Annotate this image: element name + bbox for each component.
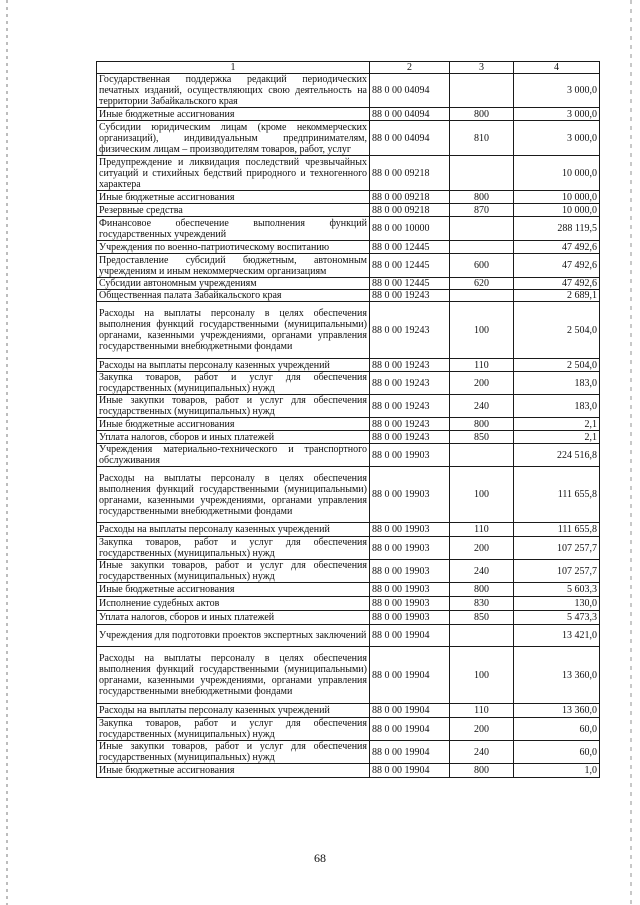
row-name: Предупреждение и ликвидация последствий чрезвычайных ситуаций и стихийных бедствий природного и техногенного характера	[97, 156, 370, 191]
row-vr	[450, 156, 514, 191]
header-col-1: 1	[97, 62, 370, 74]
table-row	[97, 372, 600, 395]
table-row	[97, 560, 600, 583]
row-code: 88 0 00 19243	[370, 418, 450, 431]
table-row	[97, 204, 600, 217]
table-row	[97, 431, 600, 444]
row-code: 88 0 00 19243	[370, 372, 450, 395]
table-row	[97, 191, 600, 204]
row-vr: 800	[450, 418, 514, 431]
row-name: Иные бюджетные ассигнования	[97, 191, 370, 204]
row-code: 88 0 00 19904	[370, 718, 450, 741]
table-row	[97, 156, 600, 191]
row-name: Иные закупки товаров, работ и услуг для обеспечения государственных (муниципальных) нужд	[97, 741, 370, 764]
row-vr: 110	[450, 359, 514, 372]
row-vr: 870	[450, 204, 514, 217]
row-code: 88 0 00 19243	[370, 302, 450, 359]
row-vr	[450, 625, 514, 647]
row-sum: 224 516,8	[514, 444, 600, 467]
row-sum: 47 492,6	[514, 241, 600, 254]
row-sum: 47 492,6	[514, 278, 600, 290]
row-code: 88 0 00 19243	[370, 431, 450, 444]
row-code: 88 0 00 12445	[370, 254, 450, 278]
row-vr: 600	[450, 254, 514, 278]
row-code: 88 0 00 19903	[370, 537, 450, 560]
row-sum: 3 000,0	[514, 121, 600, 156]
row-name: Субсидии юридическим лицам (кроме некоммерческих организаций), индивидуальным предпринимателям, физическим лицам – производителям товаров, работ, услуг	[97, 121, 370, 156]
row-name: Субсидии автономным учреждениям	[97, 278, 370, 290]
row-vr: 850	[450, 611, 514, 625]
row-code: 88 0 00 12445	[370, 278, 450, 290]
row-code: 88 0 00 09218	[370, 204, 450, 217]
table-row	[97, 741, 600, 764]
row-code: 88 0 00 19904	[370, 764, 450, 778]
row-name: Уплата налогов, сборов и иных платежей	[97, 611, 370, 625]
budget-table	[96, 61, 600, 778]
table-row	[97, 537, 600, 560]
row-code: 88 0 00 19243	[370, 395, 450, 418]
table-row	[97, 704, 600, 718]
row-sum: 13 421,0	[514, 625, 600, 647]
row-name: Резервные средства	[97, 204, 370, 217]
table-row	[97, 278, 600, 290]
page-number: 68	[314, 851, 326, 865]
table-row	[97, 241, 600, 254]
row-sum: 3 000,0	[514, 74, 600, 108]
row-code: 88 0 00 19904	[370, 625, 450, 647]
row-name: Расходы на выплаты персоналу в целях обеспечения выполнения функций государственными (муниципальными) органами, казенными учреждениями, органами управления государственными внебюджетными фондами	[97, 302, 370, 359]
row-name: Закупка товаров, работ и услуг для обеспечения государственных (муниципальных) нужд	[97, 537, 370, 560]
row-name: Иные закупки товаров, работ и услуг для обеспечения государственных (муниципальных) нужд	[97, 395, 370, 418]
row-code: 88 0 00 09218	[370, 156, 450, 191]
row-name: Расходы на выплаты персоналу в целях обеспечения выполнения функций государственными (муниципальными) органами, казенными учреждениями, органами управления государственными внебюджетными фондами	[97, 647, 370, 704]
row-name: Расходы на выплаты персоналу казенных учреждений	[97, 704, 370, 718]
row-sum: 2 504,0	[514, 359, 600, 372]
row-sum: 5 473,3	[514, 611, 600, 625]
row-code: 88 0 00 19904	[370, 704, 450, 718]
scan-edge-left	[6, 0, 8, 905]
row-vr	[450, 290, 514, 302]
row-name: Предоставление субсидий бюджетным, автономным учреждениям и иным некоммерческим организациям	[97, 254, 370, 278]
row-code: 88 0 00 19904	[370, 741, 450, 764]
row-code: 88 0 00 19903	[370, 583, 450, 597]
row-code: 88 0 00 10000	[370, 217, 450, 241]
row-sum: 2 689,1	[514, 290, 600, 302]
row-name: Иные бюджетные ассигнования	[97, 108, 370, 121]
table-row	[97, 302, 600, 359]
table-row	[97, 597, 600, 611]
row-vr: 110	[450, 704, 514, 718]
row-sum: 13 360,0	[514, 647, 600, 704]
row-sum: 111 655,8	[514, 467, 600, 523]
row-code: 88 0 00 19903	[370, 560, 450, 583]
row-name: Расходы на выплаты персоналу казенных учреждений	[97, 359, 370, 372]
row-name: Уплата налогов, сборов и иных платежей	[97, 431, 370, 444]
row-code: 88 0 00 19903	[370, 611, 450, 625]
table-row	[97, 583, 600, 597]
row-name: Иные бюджетные ассигнования	[97, 418, 370, 431]
row-name: Закупка товаров, работ и услуг для обеспечения государственных (муниципальных) нужд	[97, 718, 370, 741]
row-vr: 200	[450, 718, 514, 741]
row-vr: 800	[450, 583, 514, 597]
table-row	[97, 290, 600, 302]
row-name: Учреждения для подготовки проектов экспертных заключений	[97, 625, 370, 647]
table-row	[97, 418, 600, 431]
row-sum: 1,0	[514, 764, 600, 778]
table-row	[97, 121, 600, 156]
row-vr	[450, 217, 514, 241]
row-vr: 800	[450, 764, 514, 778]
table-row	[97, 647, 600, 704]
row-code: 88 0 00 19903	[370, 523, 450, 537]
row-sum: 47 492,6	[514, 254, 600, 278]
row-name: Иные закупки товаров, работ и услуг для обеспечения государственных (муниципальных) нужд	[97, 560, 370, 583]
header-col-4: 4	[514, 62, 600, 74]
row-name: Расходы на выплаты персоналу в целях обеспечения выполнения функций государственными (муниципальными) органами, казенными учреждениями, органами управления государственными внебюджетными фондами	[97, 467, 370, 523]
row-name: Финансовое обеспечение выполнения функций государственных учреждений	[97, 217, 370, 241]
row-sum: 183,0	[514, 395, 600, 418]
row-vr: 110	[450, 523, 514, 537]
row-vr: 200	[450, 372, 514, 395]
row-code: 88 0 00 12445	[370, 241, 450, 254]
row-code: 88 0 00 04094	[370, 74, 450, 108]
row-sum: 111 655,8	[514, 523, 600, 537]
row-code: 88 0 00 04094	[370, 108, 450, 121]
row-sum: 130,0	[514, 597, 600, 611]
row-vr: 830	[450, 597, 514, 611]
row-sum: 107 257,7	[514, 560, 600, 583]
table-row	[97, 108, 600, 121]
row-sum: 60,0	[514, 741, 600, 764]
row-name: Учреждения материально-технического и транспортного обслуживания	[97, 444, 370, 467]
row-code: 88 0 00 19243	[370, 290, 450, 302]
table-row	[97, 625, 600, 647]
row-vr	[450, 444, 514, 467]
row-code: 88 0 00 19903	[370, 597, 450, 611]
row-sum: 3 000,0	[514, 108, 600, 121]
row-vr: 240	[450, 560, 514, 583]
row-sum: 2,1	[514, 431, 600, 444]
row-code: 88 0 00 19903	[370, 467, 450, 523]
budget-table-body	[97, 62, 600, 778]
header-col-2: 2	[370, 62, 450, 74]
table-row	[97, 444, 600, 467]
table-row	[97, 718, 600, 741]
row-name: Закупка товаров, работ и услуг для обеспечения государственных (муниципальных) нужд	[97, 372, 370, 395]
row-vr: 100	[450, 647, 514, 704]
table-row	[97, 359, 600, 372]
row-sum: 5 603,3	[514, 583, 600, 597]
header-row	[97, 62, 600, 74]
row-vr: 200	[450, 537, 514, 560]
row-code: 88 0 00 19904	[370, 647, 450, 704]
row-vr	[450, 74, 514, 108]
row-vr: 810	[450, 121, 514, 156]
row-name: Общественная палата Забайкальского края	[97, 290, 370, 302]
row-sum: 10 000,0	[514, 191, 600, 204]
row-sum: 10 000,0	[514, 156, 600, 191]
table-row	[97, 74, 600, 108]
row-vr: 800	[450, 191, 514, 204]
row-sum: 2,1	[514, 418, 600, 431]
table-row	[97, 611, 600, 625]
table-row	[97, 217, 600, 241]
row-vr: 240	[450, 741, 514, 764]
row-code: 88 0 00 04094	[370, 121, 450, 156]
row-name: Расходы на выплаты персоналу казенных учреждений	[97, 523, 370, 537]
row-vr: 850	[450, 431, 514, 444]
row-sum: 107 257,7	[514, 537, 600, 560]
row-vr: 800	[450, 108, 514, 121]
row-sum: 60,0	[514, 718, 600, 741]
row-sum: 13 360,0	[514, 704, 600, 718]
row-sum: 2 504,0	[514, 302, 600, 359]
row-code: 88 0 00 19243	[370, 359, 450, 372]
row-name: Исполнение судебных актов	[97, 597, 370, 611]
row-name: Иные бюджетные ассигнования	[97, 583, 370, 597]
row-vr: 240	[450, 395, 514, 418]
table-row	[97, 467, 600, 523]
table-row	[97, 764, 600, 778]
row-vr: 100	[450, 302, 514, 359]
row-sum: 183,0	[514, 372, 600, 395]
row-vr	[450, 241, 514, 254]
scan-edge-right	[630, 0, 632, 905]
row-sum: 288 119,5	[514, 217, 600, 241]
row-name: Иные бюджетные ассигнования	[97, 764, 370, 778]
table-row	[97, 395, 600, 418]
row-vr: 620	[450, 278, 514, 290]
header-col-3: 3	[450, 62, 514, 74]
row-name: Учреждения по военно-патриотическому воспитанию	[97, 241, 370, 254]
row-vr: 100	[450, 467, 514, 523]
row-name: Государственная поддержка редакций периодических печатных изданий, осуществляющих свою деятельность на территории Забайкальского края	[97, 74, 370, 108]
row-code: 88 0 00 19903	[370, 444, 450, 467]
row-code: 88 0 00 09218	[370, 191, 450, 204]
row-sum: 10 000,0	[514, 204, 600, 217]
table-row	[97, 254, 600, 278]
table-row	[97, 523, 600, 537]
